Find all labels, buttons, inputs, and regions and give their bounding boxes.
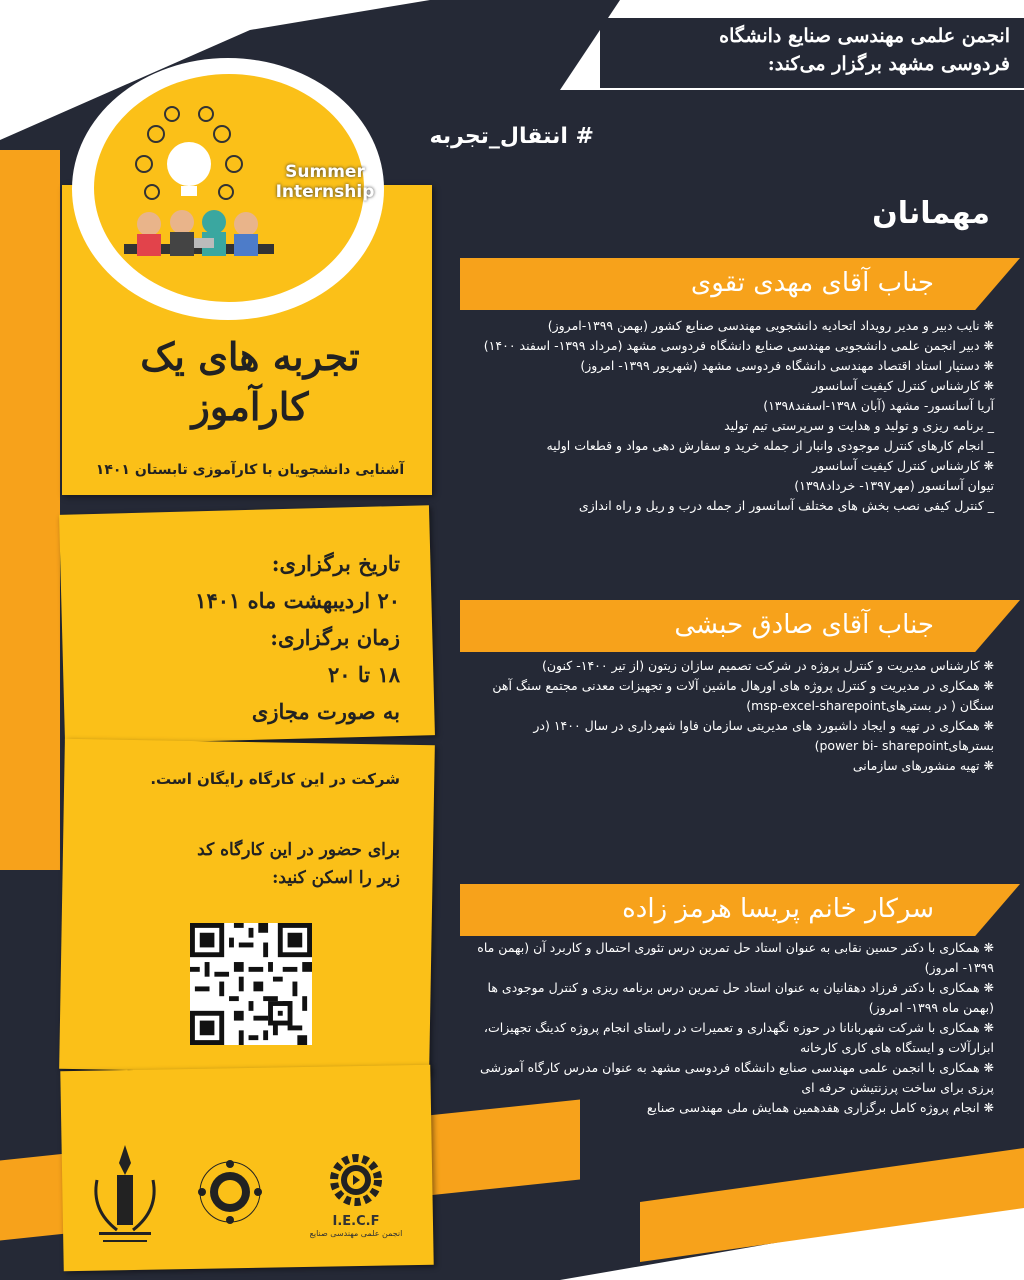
date-value: ۲۰ اردیبهشت ماه ۱۴۰۱ (195, 588, 400, 613)
qr-code-icon (190, 923, 312, 1045)
summer-internship-label (270, 162, 380, 202)
event-title (70, 332, 430, 432)
list-item: _ برنامه ریزی و تولید و هدایت و سرپرستی تیم تولید (724, 418, 994, 433)
time-value: ۱۸ تا ۲۰ (328, 662, 400, 687)
scan-line-2: زیر را اسکن کنید: (272, 868, 400, 888)
organizer-heading (570, 22, 1010, 78)
guest-1-list (470, 316, 994, 516)
organizer-line-1: انجمن علمی مهندسی صنایع دانشگاه (719, 25, 1010, 47)
list-item: ❋ تهیه منشورهای سازمانی (852, 758, 994, 773)
date-label: تاریخ برگزاری: (271, 551, 400, 576)
list-item: ❋ کارشناس مدیریت و کنترل پروژه در شرکت تصمیم سازان زیتون (از تیر ۱۴۰۰- کنون) (542, 658, 994, 673)
list-item: _ انجام کارهای کنترل موجودی وانبار از جمله خرید و سفارش دهی مواد و قطعات اولیه (546, 438, 994, 453)
list-item: ❋ همکاری با دکتر فرزاد دهقانیان به عنوان استاد حل تمرین درس برنامه ریزی و کنترل موجودی ها (بهمن ماه ۱۳۹۹- امروز) (487, 980, 994, 1015)
organizer-line-2: فردوسی مشهد برگزار می‌کند: (767, 53, 1010, 75)
list-item: تیوان آسانسور (مهر۱۳۹۷- خرداد۱۳۹۸) (794, 478, 994, 493)
list-item: ❋ دستیار استاد اقتصاد مهندسی دانشگاه فردوسی مشهد (شهریور ۱۳۹۹- امروز) (580, 358, 994, 373)
left-orange-stripe (0, 150, 60, 870)
free-note: شرکت در این کارگاه رایگان است. (150, 770, 400, 788)
hashtag: # انتقال_تجربه (429, 124, 594, 149)
qr-code[interactable] (190, 923, 312, 1045)
badge-line-2: Internship (275, 182, 375, 202)
event-mode: به صورت مجازی (251, 699, 400, 724)
list-item: ❋ انجام پروژه کامل برگزاری هفدهمین همایش ملی مهندسی صنایع (646, 1100, 994, 1115)
pen-emblem-icon (85, 1140, 165, 1250)
event-title-line-1: تجربه های یک (140, 334, 360, 379)
guest-2-list (470, 656, 994, 776)
list-item: ❋ دبیر انجمن علمی دانشجویی مهندسی صنایع دانشگاه فردوسی مشهد (مرداد ۱۳۹۹- اسفند ۱۴۰۰) (483, 338, 994, 353)
guest-3-name: سرکار خانم پریسا هرمز زاده (622, 894, 934, 924)
list-item: ❋ نایب دبیر و مدیر رویداد اتحادیه دانشجویی مهندسی صنایع کشور (بهمن ۱۳۹۹-امروز) (547, 318, 994, 333)
list-item: ❋ همکاری با دکتر حسین نقابی به عنوان استاد حل تمرین درس تئوری احتمال و کاربرد آن (بهمن ماه ۱۳۹۹- امروز) (477, 940, 994, 975)
event-subtitle: آشنایی دانشجویان با کارآموزی تابستان ۱۴۰۱ (95, 462, 405, 478)
student-association-logo (190, 1150, 270, 1244)
list-item: ❋ همکاری در مدیریت و کنترل پروژه های اورهال ماشین آلات و تجهیزات معدنی مجتمع سنگ آهن سنگان ( در بسترهایmsp-excel-sharepoint) (492, 678, 994, 713)
iecf-name: I.E.C.F (332, 1214, 380, 1229)
scan-line-1: برای حضور در این کارگاه کد (197, 840, 400, 860)
list-item: ❋ همکاری در تهیه و ایجاد داشبورد های مدیریتی سازمان فاوا شهرداری در سال ۱۴۰۰ (در بسترهایpower bi- sharepoint) (533, 718, 994, 753)
list-item: ❋ همکاری با انجمن علمی مهندسی صنایع دانشگاه فردوسی مشهد به عنوان مدرس کارگاه آموزشی پرزی برای ساخت پرزنتیشن حرفه ای (480, 1060, 994, 1095)
list-item: _ کنترل کیفی نصب بخش های مختلف آسانسور از جمله درب و ریل و راه اندازی (578, 498, 994, 513)
iecf-caption: انجمن علمی مهندسی صنایع (309, 1229, 403, 1238)
list-item: ❋ همکاری با شرکت شهربانانا در حوزه نگهداری و تعمیرات در راستای انجام پروژه کدینگ تجهیزات، ابزارآلات و ایستگاه های کاری کارخانه (483, 1020, 994, 1055)
iecf-logo (296, 1150, 416, 1239)
time-label: زمان برگزاری: (270, 625, 400, 650)
list-item: ❋ کارشناس کنترل کیفیت آسانسور (812, 458, 994, 473)
scan-instruction (80, 836, 400, 892)
ferdowsi-university-logo (80, 1140, 170, 1254)
list-item: ❋ کارشناس کنترل کیفیت آسانسور (812, 378, 994, 393)
guests-title: مهمانان (872, 196, 990, 231)
schedule-info (80, 545, 400, 730)
event-title-line-2: کارآموز (191, 384, 309, 429)
guest-1-name: جناب آقای مهدی تقوی (690, 268, 934, 298)
gear-icon (326, 1150, 386, 1210)
badge-line-1: Summer (285, 162, 365, 182)
guest-3-list (470, 938, 994, 1118)
rosette-emblem-icon (195, 1150, 265, 1240)
list-item: آریا آسانسور- مشهد (آبان ۱۳۹۸-اسفند۱۳۹۸) (763, 398, 994, 413)
guest-2-name: جناب آقای صادق حبشی (674, 610, 934, 640)
